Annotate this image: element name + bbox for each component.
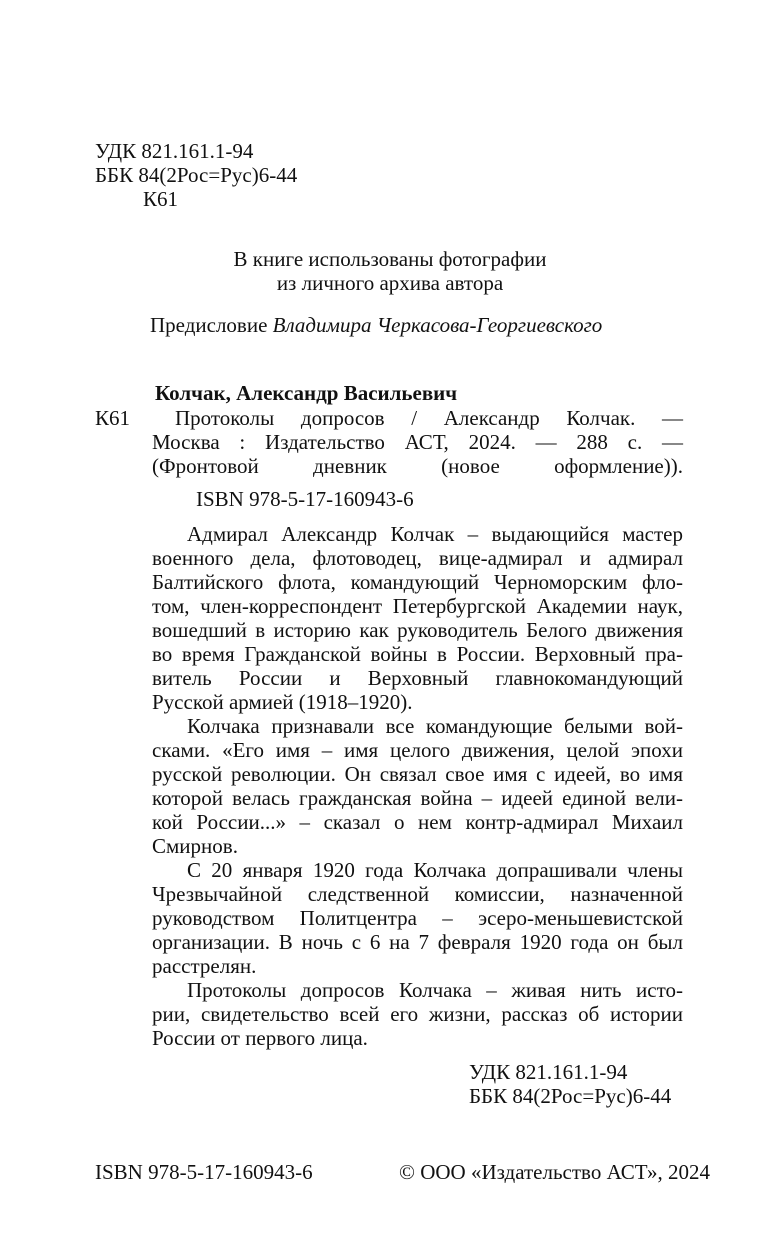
photo-note-line-1: В книге использованы фотографии [233, 247, 547, 271]
annotation-line: России от первого лица. [152, 1026, 368, 1050]
bbk-code-top: ББК 84(2Рос=Рус)6-44 [95, 163, 298, 187]
annotation-line: русской революции. Он связал свое имя с идеей, во имя [152, 762, 683, 786]
annotation-line: Адмирал Александр Колчак – выдающийся мастер [187, 522, 683, 546]
annotation-line: С 20 января 1920 года Колчака допрашивали члены [187, 858, 683, 882]
catalog-desc-line: (Фронтовой дневник (новое оформление)). [152, 454, 683, 478]
udk-code-bottom: УДК 821.161.1-94 [469, 1060, 628, 1084]
annotation-line: Балтийского флота, командующий Черноморским фло- [152, 570, 683, 594]
annotation-line: том, член-корреспондент Петербургской Академии наук, [152, 594, 683, 618]
annotation-line: Смирнов. [152, 834, 238, 858]
annotation-line: кой России...» – сказал о нем контр-адмирал Михаил [152, 810, 683, 834]
udk-code-top: УДК 821.161.1-94 [95, 139, 254, 163]
catalog-mark: К61 [95, 406, 131, 430]
preface-label: Предисловие [150, 313, 268, 337]
annotation-line: организации. В ночь с 6 на 7 февраля 1920 года он был [152, 930, 683, 954]
annotation-line: которой велась гражданская война – идеей единой вели- [152, 786, 683, 810]
annotation-line: руководством Политцентра – эсеро-меньшевистской [152, 906, 683, 930]
catalog-desc-line: Москва : Издательство АСТ, 2024. — 288 с. — [152, 430, 683, 454]
catalog-heading: Колчак, Александр Васильевич [155, 381, 458, 405]
author-mark-top: К61 [143, 187, 179, 211]
footer-copyright: © ООО «Издательство АСТ», 2024 [399, 1160, 710, 1184]
annotation-line: рии, свидетельство всей его жизни, рассказ об истории [152, 1002, 683, 1026]
preface-author: Владимира Черкасова-Георгиевского [272, 313, 603, 337]
annotation-line: расстрелян. [152, 954, 257, 978]
catalog-isbn: ISBN 978-5-17-160943-6 [196, 487, 414, 511]
annotation-line: военного дела, флотоводец, вице-адмирал и адмирал [152, 546, 683, 570]
catalog-desc-line: Протоколы допросов / Александр Колчак. — [175, 406, 683, 430]
footer-isbn: ISBN 978-5-17-160943-6 [95, 1160, 313, 1184]
annotation-line: вошедший в историю как руководитель Белого движения [152, 618, 683, 642]
annotation-line: витель России и Верховный главнокомандующий [152, 666, 683, 690]
annotation-line: Русской армией (1918–1920). [152, 690, 413, 714]
annotation-line: Колчака признавали все командующие белыми вой- [187, 714, 683, 738]
photo-note-line-2: из личного архива автора [276, 271, 504, 295]
annotation-line: во время Гражданской войны в России. Верховный пра- [152, 642, 683, 666]
bbk-code-bottom: ББК 84(2Рос=Рус)6-44 [469, 1084, 672, 1108]
annotation-line: Протоколы допросов Колчака – живая нить исто- [187, 978, 683, 1002]
annotation-line: сками. «Его имя – имя целого движения, целой эпохи [152, 738, 683, 762]
preface-line [150, 313, 602, 337]
annotation-line: Чрезвычайной следственной комиссии, назначенной [152, 882, 683, 906]
